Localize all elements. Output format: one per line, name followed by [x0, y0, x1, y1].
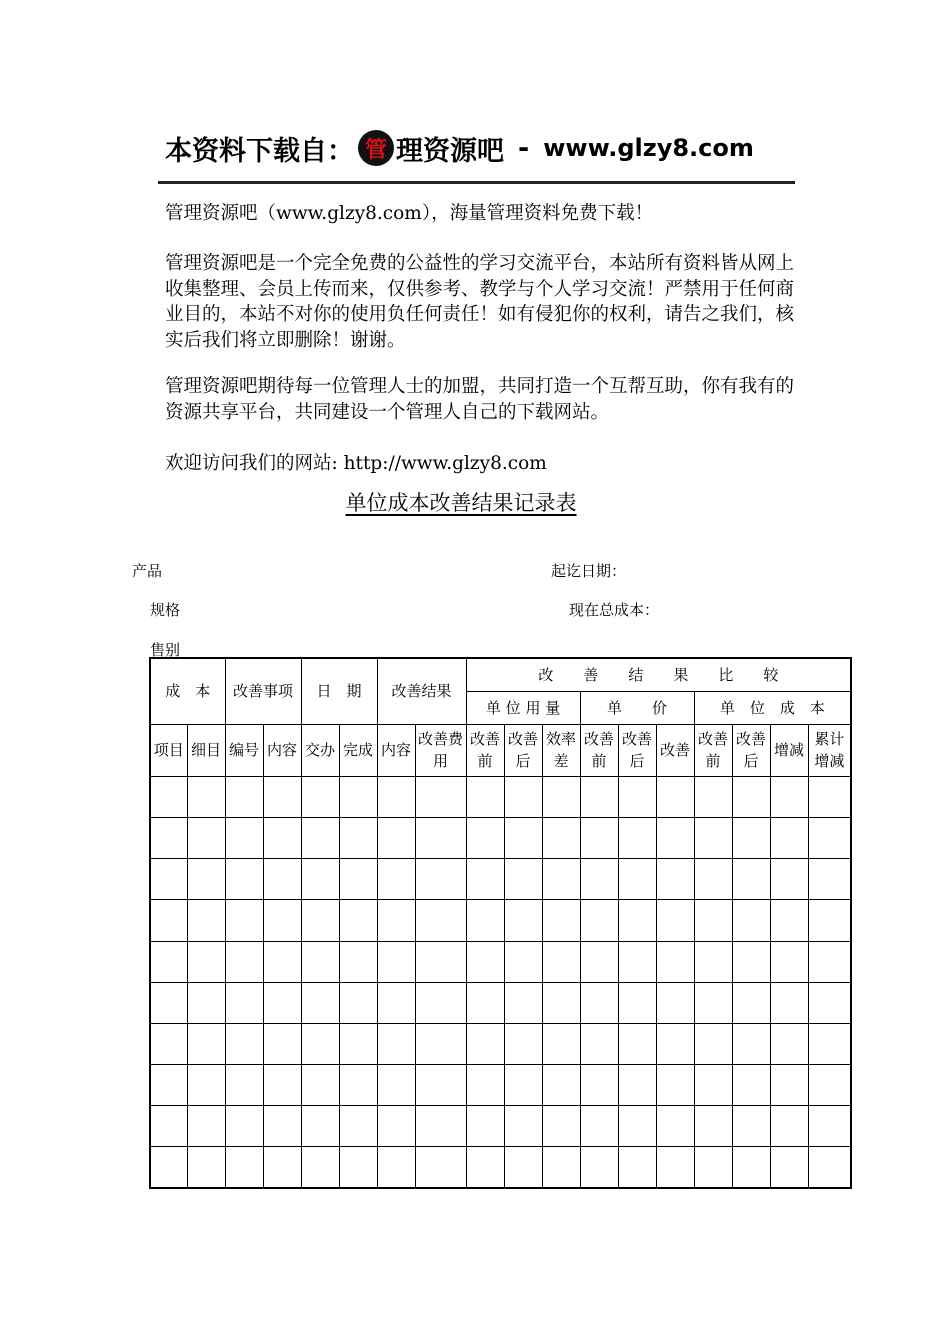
table-cell[interactable]: [580, 818, 618, 859]
table-row: [150, 982, 851, 1023]
form-title: 单位成本改善结果记录表: [345, 491, 577, 515]
table-row: [150, 900, 851, 941]
header-date: 日 期: [301, 658, 377, 724]
table-cell[interactable]: [542, 859, 580, 900]
header-unit-price: 单 价: [580, 691, 694, 724]
table-cell[interactable]: [263, 1065, 301, 1106]
table-cell[interactable]: [225, 900, 263, 941]
table-cell[interactable]: [770, 900, 808, 941]
banner-divider: [158, 181, 795, 184]
table-cell[interactable]: [263, 941, 301, 982]
table-cell[interactable]: [504, 1065, 542, 1106]
table-cell[interactable]: [732, 900, 770, 941]
table-cell[interactable]: [339, 1023, 377, 1064]
table-cell[interactable]: [618, 776, 656, 817]
table-cell[interactable]: [542, 1147, 580, 1188]
intro-website: 欢迎访问我们的网站: http://www.glzy8.com: [165, 453, 547, 474]
table-cell[interactable]: [415, 900, 466, 941]
table-cell[interactable]: [225, 776, 263, 817]
table-cell[interactable]: [580, 1023, 618, 1064]
table-cell[interactable]: [150, 1106, 187, 1147]
table-cell[interactable]: [225, 982, 263, 1023]
table-cell[interactable]: [377, 818, 415, 859]
table-cell[interactable]: [187, 900, 225, 941]
table-cell[interactable]: [150, 1065, 187, 1106]
table-cell[interactable]: [187, 1023, 225, 1064]
table-cell[interactable]: [732, 1147, 770, 1188]
col-header: 累计增减: [808, 724, 851, 776]
table-cell[interactable]: [504, 941, 542, 982]
table-row: [150, 776, 851, 817]
col-header: 改善后: [732, 724, 770, 776]
table-cell[interactable]: [466, 1023, 504, 1064]
table-cell[interactable]: [301, 818, 339, 859]
table-cell[interactable]: [415, 818, 466, 859]
table-cell[interactable]: [377, 1106, 415, 1147]
table-cell[interactable]: [808, 1106, 851, 1147]
table-cell[interactable]: [263, 1106, 301, 1147]
table-cell[interactable]: [808, 1065, 851, 1106]
table-cell[interactable]: [301, 859, 339, 900]
table-cell[interactable]: [732, 818, 770, 859]
table-row: [150, 1147, 851, 1188]
table-cell[interactable]: [618, 859, 656, 900]
table-cell[interactable]: [263, 859, 301, 900]
table-cell[interactable]: [150, 1023, 187, 1064]
table-cell[interactable]: [770, 818, 808, 859]
download-banner: [165, 126, 754, 170]
table-cell[interactable]: [225, 1065, 263, 1106]
table-cell[interactable]: [542, 941, 580, 982]
table-cell[interactable]: [187, 818, 225, 859]
table-cell[interactable]: [301, 900, 339, 941]
col-header: 改善后: [504, 724, 542, 776]
table-cell[interactable]: [770, 776, 808, 817]
table-cell[interactable]: [694, 818, 732, 859]
table-cell[interactable]: [618, 941, 656, 982]
table-cell[interactable]: [656, 1106, 694, 1147]
table-cell[interactable]: [301, 1147, 339, 1188]
table-cell[interactable]: [732, 859, 770, 900]
table-cell[interactable]: [656, 900, 694, 941]
table-cell[interactable]: [808, 776, 851, 817]
header-improve-item: 改善事项: [225, 658, 301, 724]
table-cell[interactable]: [415, 982, 466, 1023]
intro-line: 管理资源吧（www.glzy8.com），海量管理资料免费下载！: [165, 203, 654, 224]
table-cell[interactable]: [466, 818, 504, 859]
table-cell[interactable]: [504, 1147, 542, 1188]
table-cell[interactable]: [187, 1147, 225, 1188]
table-cell[interactable]: [263, 1023, 301, 1064]
table-cell[interactable]: [187, 776, 225, 817]
table-cell[interactable]: [225, 818, 263, 859]
table-cell[interactable]: [808, 982, 851, 1023]
table-cell[interactable]: [770, 982, 808, 1023]
table-cell[interactable]: [618, 1065, 656, 1106]
col-header: 改善: [656, 724, 694, 776]
table-cell[interactable]: [377, 982, 415, 1023]
total-cost-label: 现在总成本：: [569, 601, 660, 619]
table-cell[interactable]: [301, 1065, 339, 1106]
table-cell[interactable]: [415, 1147, 466, 1188]
table-cell[interactable]: [225, 1023, 263, 1064]
table-cell[interactable]: [301, 982, 339, 1023]
table-row: [150, 1065, 851, 1106]
table-cell[interactable]: [339, 900, 377, 941]
table-cell[interactable]: [150, 941, 187, 982]
table-cell[interactable]: [150, 1147, 187, 1188]
table-cell[interactable]: [656, 941, 694, 982]
table-cell[interactable]: [377, 1065, 415, 1106]
banner-dash: -: [518, 132, 530, 164]
banner-brand: 理资源吧: [396, 135, 504, 167]
table-cell[interactable]: [466, 900, 504, 941]
table-cell[interactable]: [466, 859, 504, 900]
col-header: 编号: [225, 724, 263, 776]
table-cell[interactable]: [339, 1147, 377, 1188]
col-header: 细目: [187, 724, 225, 776]
table-row: [150, 859, 851, 900]
table-cell[interactable]: [770, 1147, 808, 1188]
spec-label: 规格: [150, 601, 181, 619]
table-cell[interactable]: [656, 859, 694, 900]
table-cell[interactable]: [187, 1065, 225, 1106]
table-cell[interactable]: [618, 900, 656, 941]
table-cell[interactable]: [339, 776, 377, 817]
table-cell[interactable]: [618, 818, 656, 859]
table-cell[interactable]: [263, 900, 301, 941]
table-cell[interactable]: [187, 1106, 225, 1147]
table-cell[interactable]: [542, 982, 580, 1023]
table-cell[interactable]: [542, 1023, 580, 1064]
table-cell[interactable]: [694, 859, 732, 900]
table-cell[interactable]: [339, 1106, 377, 1147]
table-cell[interactable]: [377, 941, 415, 982]
table-cell[interactable]: [150, 818, 187, 859]
table-cell[interactable]: [618, 1106, 656, 1147]
table-cell[interactable]: [732, 776, 770, 817]
table-cell[interactable]: [542, 1106, 580, 1147]
col-header: 改善前: [694, 724, 732, 776]
start-date-label: 起讫日期：: [551, 562, 627, 580]
table-cell[interactable]: [377, 1147, 415, 1188]
sale-label: 售别: [150, 641, 181, 659]
table-cell[interactable]: [694, 1106, 732, 1147]
table-cell[interactable]: [770, 1023, 808, 1064]
table-cell[interactable]: [808, 1023, 851, 1064]
col-header: 内容: [377, 724, 415, 776]
table-cell[interactable]: [542, 776, 580, 817]
table-cell[interactable]: [466, 941, 504, 982]
table-cell[interactable]: [263, 776, 301, 817]
table-cell[interactable]: [263, 1147, 301, 1188]
table-cell[interactable]: [542, 818, 580, 859]
col-header: 改善费用: [415, 724, 466, 776]
table-cell[interactable]: [580, 941, 618, 982]
table-cell[interactable]: [415, 1023, 466, 1064]
table-cell[interactable]: [377, 859, 415, 900]
table-cell[interactable]: [504, 776, 542, 817]
table-cell[interactable]: [580, 776, 618, 817]
table-cell[interactable]: [339, 1065, 377, 1106]
banner-site-link[interactable]: www.glzy8.com: [543, 134, 754, 162]
table-cell[interactable]: [694, 1065, 732, 1106]
table-cell[interactable]: [504, 859, 542, 900]
table-cell[interactable]: [263, 982, 301, 1023]
table-cell[interactable]: [542, 1065, 580, 1106]
table-cell[interactable]: [339, 982, 377, 1023]
table-cell[interactable]: [466, 982, 504, 1023]
table-cell[interactable]: [466, 1065, 504, 1106]
col-header: 改善前: [580, 724, 618, 776]
table-cell[interactable]: [580, 982, 618, 1023]
table-cell[interactable]: [770, 941, 808, 982]
header-improve-result: 改善结果: [377, 658, 466, 724]
table-cell[interactable]: [618, 1147, 656, 1188]
table-cell[interactable]: [225, 1147, 263, 1188]
table-cell[interactable]: [377, 1023, 415, 1064]
table-cell[interactable]: [415, 941, 466, 982]
table-cell[interactable]: [770, 1106, 808, 1147]
table-cell[interactable]: [415, 776, 466, 817]
table-cell[interactable]: [301, 776, 339, 817]
table-cell[interactable]: [263, 818, 301, 859]
table-cell[interactable]: [339, 818, 377, 859]
table-cell[interactable]: [656, 776, 694, 817]
table-cell[interactable]: [808, 941, 851, 982]
table-cell[interactable]: [466, 776, 504, 817]
table-cell[interactable]: [694, 900, 732, 941]
table-cell[interactable]: [187, 859, 225, 900]
table-cell[interactable]: [504, 982, 542, 1023]
table-cell[interactable]: [301, 1023, 339, 1064]
table-cell[interactable]: [466, 1106, 504, 1147]
header-cost: 成 本: [150, 658, 225, 724]
table-cell[interactable]: [466, 1147, 504, 1188]
intro-paragraph-disclaimer: 管理资源吧是一个完全免费的公益性的学习交流平台，本站所有资料皆从网上收集整理、会员上传而来，仅供参考、教学与个人学习交流！严禁用于任何商业目的，本站不对你的使用负任何责任！如有侵犯你的权利，请告之我们，核实后我们将立即删除！谢谢。: [165, 253, 795, 351]
table-cell[interactable]: [150, 900, 187, 941]
table-cell[interactable]: [150, 776, 187, 817]
product-label: 产品: [132, 562, 163, 580]
table-cell[interactable]: [808, 859, 851, 900]
table-row: [150, 941, 851, 982]
table-cell[interactable]: [187, 941, 225, 982]
col-header: 改善前: [466, 724, 504, 776]
table-cell[interactable]: [656, 982, 694, 1023]
table-cell[interactable]: [808, 900, 851, 941]
table-cell[interactable]: [301, 1106, 339, 1147]
table-cell[interactable]: [770, 1065, 808, 1106]
table-cell[interactable]: [415, 1106, 466, 1147]
table-cell[interactable]: [504, 1023, 542, 1064]
col-header: 完成: [339, 724, 377, 776]
cost-improvement-table: [149, 657, 852, 1189]
table-cell[interactable]: [770, 859, 808, 900]
col-header: 增减: [770, 724, 808, 776]
table-cell[interactable]: [732, 1106, 770, 1147]
table-cell[interactable]: [225, 1106, 263, 1147]
table-cell[interactable]: [656, 818, 694, 859]
table-cell[interactable]: [415, 1065, 466, 1106]
table-row: [150, 818, 851, 859]
table-cell[interactable]: [694, 982, 732, 1023]
table-cell[interactable]: [808, 818, 851, 859]
table-cell[interactable]: [580, 900, 618, 941]
col-header: 交办: [301, 724, 339, 776]
table-row: [150, 1106, 851, 1147]
table-cell[interactable]: [301, 941, 339, 982]
table-cell[interactable]: [808, 1147, 851, 1188]
table-cell[interactable]: [694, 776, 732, 817]
header-unit-cost: 单 位 成 本: [694, 691, 851, 724]
table-cell[interactable]: [150, 982, 187, 1023]
table-cell[interactable]: [694, 1147, 732, 1188]
header-result-compare: 改 善 结 果 比 较: [466, 658, 851, 691]
table-cell[interactable]: [656, 1147, 694, 1188]
table-cell[interactable]: [225, 859, 263, 900]
banner-prefix: 本资料下载自：: [165, 135, 354, 167]
col-header: 效率差: [542, 724, 580, 776]
table-cell[interactable]: [187, 982, 225, 1023]
table-cell[interactable]: [732, 1065, 770, 1106]
table-cell[interactable]: [694, 941, 732, 982]
table-cell[interactable]: [580, 1065, 618, 1106]
table-cell[interactable]: [656, 1023, 694, 1064]
table-cell[interactable]: [580, 1147, 618, 1188]
table-cell[interactable]: [580, 1106, 618, 1147]
table-cell[interactable]: [225, 941, 263, 982]
table-cell[interactable]: [732, 941, 770, 982]
table-cell[interactable]: [377, 776, 415, 817]
table-cell[interactable]: [542, 900, 580, 941]
table-cell[interactable]: [339, 859, 377, 900]
intro-paragraph-invite: 管理资源吧期待每一位管理人士的加盟，共同打造一个互帮互助，你有我有的资源共享平台，共同建设一个管理人自己的下载网站。: [165, 376, 795, 423]
table-cell[interactable]: [377, 900, 415, 941]
table-cell[interactable]: [580, 859, 618, 900]
table-cell[interactable]: [618, 1023, 656, 1064]
table-row: [150, 1023, 851, 1064]
brand-logo-icon: 管: [358, 130, 394, 166]
col-header: 改善后: [618, 724, 656, 776]
table-cell[interactable]: [656, 1065, 694, 1106]
table-cell[interactable]: [504, 1106, 542, 1147]
table-cell[interactable]: [415, 859, 466, 900]
table-cell[interactable]: [504, 818, 542, 859]
table-cell[interactable]: [732, 982, 770, 1023]
table-cell[interactable]: [339, 941, 377, 982]
col-header: 内容: [263, 724, 301, 776]
table-cell[interactable]: [504, 900, 542, 941]
table-cell[interactable]: [618, 982, 656, 1023]
header-unit-usage: 单 位 用 量: [466, 691, 580, 724]
table-cell[interactable]: [732, 1023, 770, 1064]
table-cell[interactable]: [150, 859, 187, 900]
table-cell[interactable]: [694, 1023, 732, 1064]
col-header: 项目: [150, 724, 187, 776]
